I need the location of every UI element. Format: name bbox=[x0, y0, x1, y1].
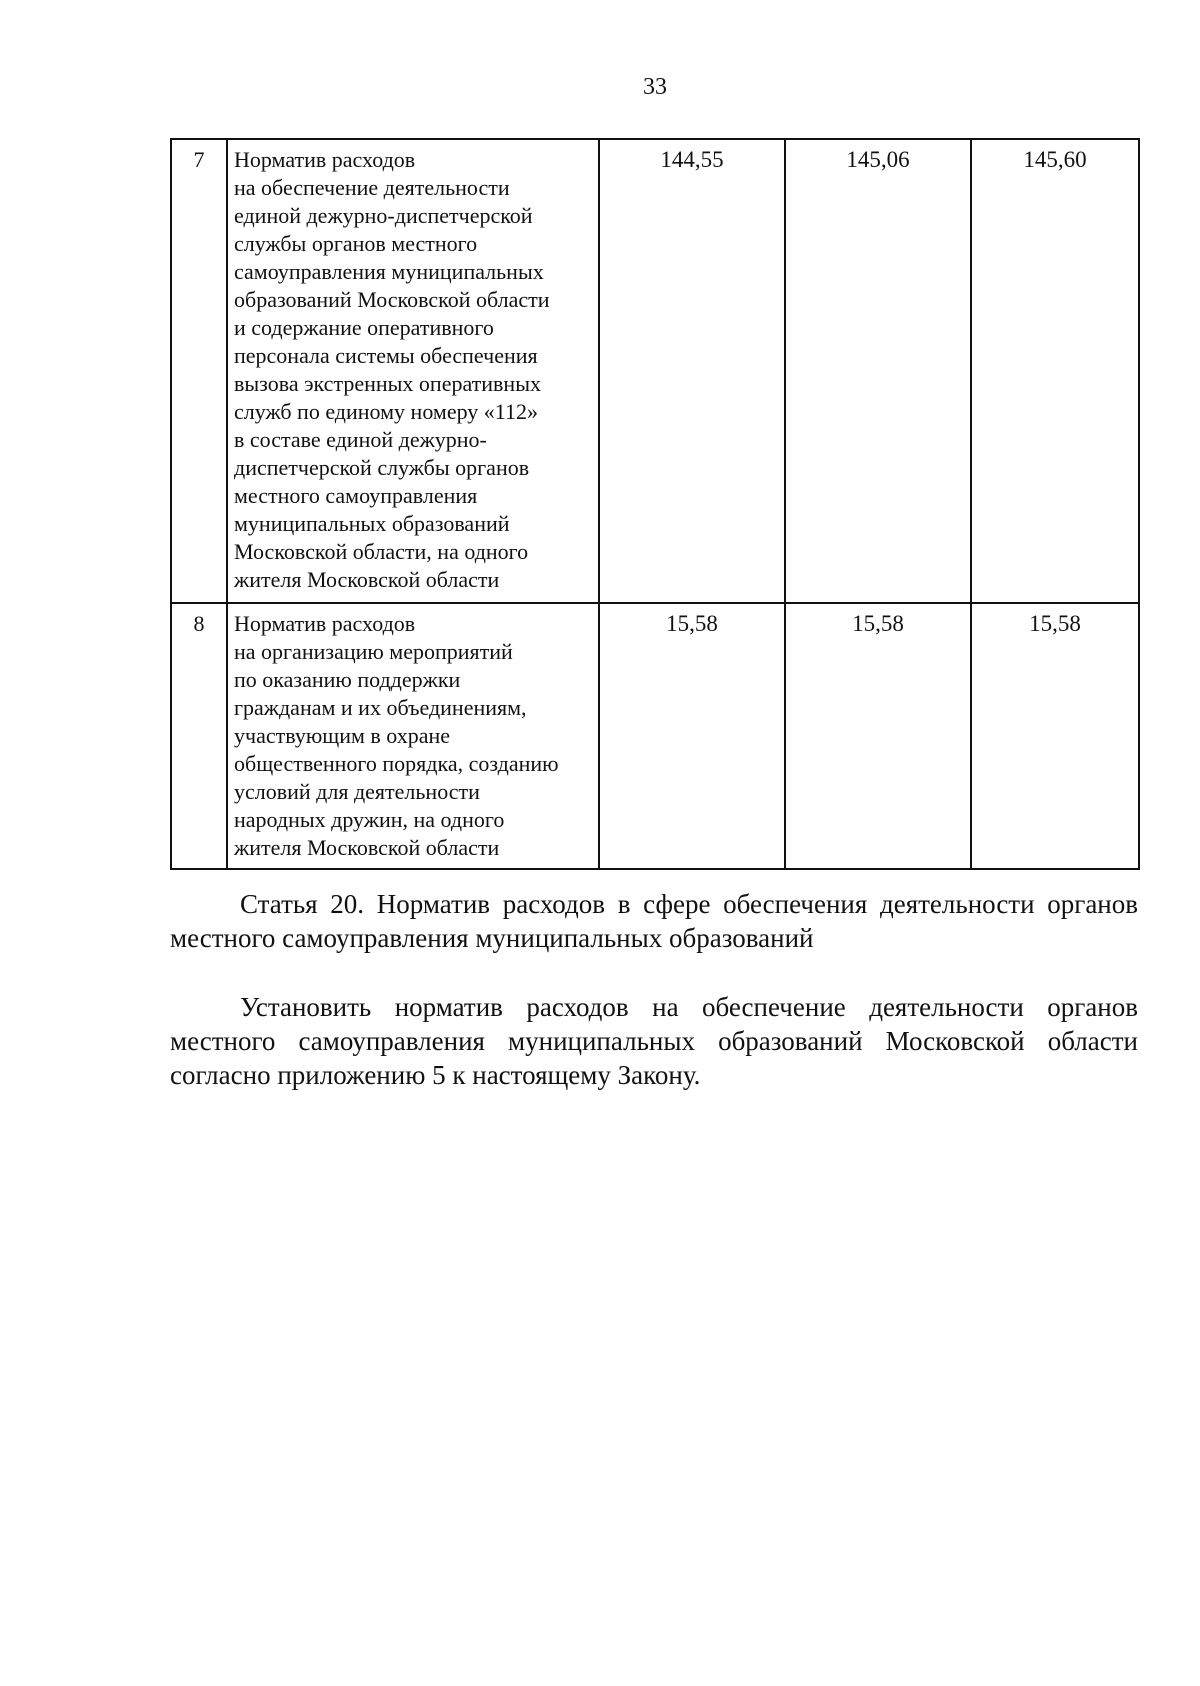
description-line: вызова экстренных оперативных bbox=[234, 371, 541, 396]
description-line: условий для деятельности bbox=[234, 779, 480, 804]
value-cell: 145,60 bbox=[971, 139, 1139, 603]
description-line: диспетчерской службы органов bbox=[234, 455, 530, 480]
description-line: гражданам и их объединениям, bbox=[234, 695, 527, 720]
value-cell: 144,55 bbox=[599, 139, 785, 603]
paragraph-line: согласно приложению 5 к настоящему Закону. bbox=[170, 1060, 701, 1090]
description-line: по оказанию поддержки bbox=[234, 667, 461, 692]
description-line: на организацию мероприятий bbox=[234, 639, 513, 664]
value-cell: 15,58 bbox=[599, 603, 785, 869]
description-line: Норматив расходов bbox=[234, 611, 416, 636]
description-line: образований Московской области bbox=[234, 287, 550, 312]
article-paragraph bbox=[170, 990, 1138, 1092]
table-row-8 bbox=[171, 603, 1139, 869]
description-line: Норматив расходов bbox=[234, 147, 416, 172]
article-heading-line: местного самоуправления муниципальных образований bbox=[170, 923, 814, 953]
description-line: общественного порядка, созданию bbox=[234, 751, 559, 776]
value-cell: 145,06 bbox=[785, 139, 971, 603]
page-number: 33 bbox=[643, 74, 667, 100]
paragraph-line: Установить норматив расходов на обеспечение деятельности органов bbox=[240, 992, 1138, 1022]
description-line: жителя Московской области bbox=[234, 835, 500, 860]
description-line: участвующим в охране bbox=[234, 723, 451, 748]
value-cell: 15,58 bbox=[785, 603, 971, 869]
description-line: Московской области, на одного bbox=[234, 539, 529, 564]
article-heading bbox=[170, 887, 1138, 955]
description-line: и содержание оперативного bbox=[234, 315, 494, 340]
value-cell: 15,58 bbox=[971, 603, 1139, 869]
description-line: жителя Московской области bbox=[234, 567, 500, 592]
description-line: персонала системы обеспечения bbox=[234, 343, 538, 368]
description-line: народных дружин, на одного bbox=[234, 807, 505, 832]
row-description bbox=[227, 139, 599, 603]
table-row-7 bbox=[171, 139, 1139, 603]
description-line: самоуправления муниципальных bbox=[234, 259, 544, 284]
description-line: муниципальных образований bbox=[234, 511, 510, 536]
row-number: 8 bbox=[171, 603, 227, 869]
description-line: местного самоуправления bbox=[234, 483, 478, 508]
row-description bbox=[227, 603, 599, 869]
norms-table bbox=[170, 138, 1140, 870]
description-line: единой дежурно-диспетчерской bbox=[234, 203, 533, 228]
description-line: службы органов местного bbox=[234, 231, 478, 256]
paragraph-line: местного самоуправления муниципальных образований Московской области bbox=[170, 1026, 1138, 1056]
article-heading-line: Статья 20. Норматив расходов в сфере обеспечения деятельности органов bbox=[240, 889, 1138, 919]
row-number: 7 bbox=[171, 139, 227, 603]
description-line: в составе единой дежурно- bbox=[234, 427, 487, 452]
description-line: служб по единому номеру «112» bbox=[234, 399, 538, 424]
description-line: на обеспечение деятельности bbox=[234, 175, 510, 200]
